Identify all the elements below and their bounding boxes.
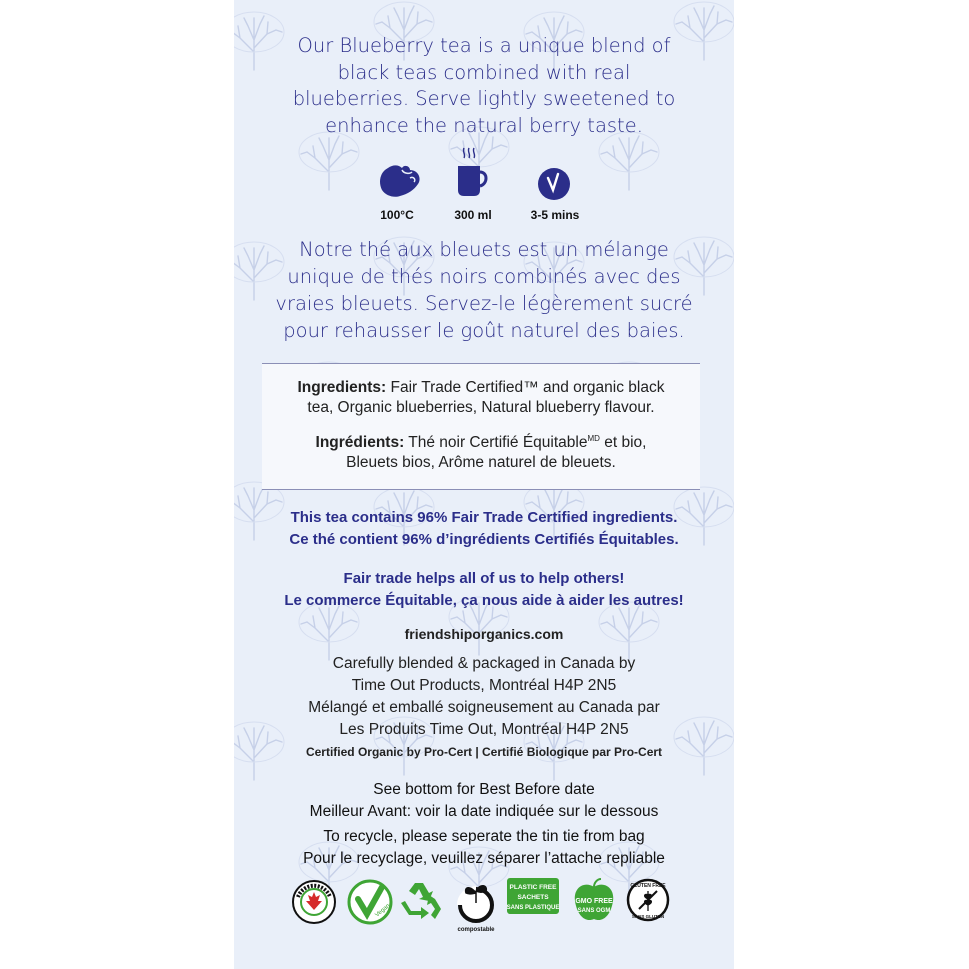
fair-trade-percent-fr: Ce thé contient 96% d’ingrédients Certifiés Équitables. xyxy=(289,531,679,548)
ingredients-fr-label: Ingrédients: xyxy=(315,434,405,452)
description-line: vraies bleuets. Servez-le légèrement sucré xyxy=(275,292,693,315)
gluten-free-text: GLUTEN FREE xyxy=(630,883,666,889)
plastic-free-text: PLASTIC FREE xyxy=(509,884,557,891)
company-line: Time Out Products, Montréal H4P 2N5 xyxy=(351,677,617,694)
fair-trade-slogan-en: Fair trade helps all of us to help others! xyxy=(343,570,625,587)
steep-time-label: 3-5 mins xyxy=(530,208,580,222)
plastic-free-text: SANS PLASTIQUE xyxy=(506,905,560,911)
ingredients-en-label: Ingredients: xyxy=(297,379,387,396)
description-line: black teas combined with real xyxy=(337,60,631,84)
gluten-free-logo xyxy=(625,877,671,923)
description-line: blueberries. Serve lightly sweetened to xyxy=(292,87,676,110)
ingredients-en-text: Fair Trade Certified™ and organic black xyxy=(386,379,665,396)
gmo-free-logo xyxy=(571,877,617,925)
trademark-superscript: MD xyxy=(587,434,600,443)
fair-trade-percent-en: This tea contains 96% Fair Trade Certified ingredients. xyxy=(290,509,678,526)
recycle-fr: Pour le recyclage, veuillez séparer l’attache repliable xyxy=(303,850,665,867)
timer-icon xyxy=(536,166,572,202)
volume-label: 300 ml xyxy=(454,208,492,222)
description-line: Our Blueberry tea is a unique blend of xyxy=(297,34,671,57)
ingredients-fr-text: Thé noir Certifié Équitable xyxy=(404,434,588,452)
plastic-free-logo xyxy=(506,877,560,917)
vegan-logo xyxy=(346,877,394,927)
tea-label-panel xyxy=(234,0,734,969)
fair-trade-slogan-fr: Le commerce Équitable, ça nous aide à aider les autres! xyxy=(284,592,684,609)
best-before-en: See bottom for Best Before date xyxy=(373,781,595,798)
organic-certification: Certified Organic by Pro-Cert | Certifié Biologique par Pro-Cert xyxy=(305,745,663,759)
recycle-en: To recycle, please seperate the tin tie from bag xyxy=(323,828,645,845)
compostable-logo-text: compostable xyxy=(457,927,495,933)
ingredients-box xyxy=(262,363,700,490)
gluten-free-text: SANS GLUTEN xyxy=(631,914,665,919)
ingredients-en-line1 xyxy=(262,378,700,398)
company-line: Mélangé et emballé soigneusement au Canada par xyxy=(308,699,660,716)
description-line: pour rehausser le goût naturel des baies. xyxy=(283,319,685,342)
ingredients-fr-text-end: et bio, xyxy=(599,434,647,452)
certification-logos xyxy=(234,877,734,937)
plastic-free-text: SACHETS xyxy=(517,894,549,901)
company-line: Carefully blended & packaged in Canada by xyxy=(332,655,636,672)
canada-organic-logo xyxy=(291,877,337,927)
recycle-logo xyxy=(399,877,443,923)
ingredients-fr-line1 xyxy=(262,429,700,453)
ingredients-fr-line2: Bleuets bios, Arôme naturel de bleuets. xyxy=(346,454,616,472)
cup-icon xyxy=(456,146,490,200)
description-french xyxy=(254,236,714,344)
gmo-free-text: GMO FREE xyxy=(575,898,613,905)
description-line: Notre thé aux bleuets est un mélange xyxy=(299,238,669,261)
temperature-label: 100°C xyxy=(380,208,414,222)
best-before-fr: Meilleur Avant: voir la date indiquée sur le dessous xyxy=(309,803,659,820)
ingredients-en-line2: tea, Organic blueberries, Natural blueberry flavour. xyxy=(307,399,655,416)
teapot-icon xyxy=(374,160,424,202)
description-english xyxy=(254,33,714,139)
company-line: Les Produits Time Out, Montréal H4P 2N5 xyxy=(339,721,629,738)
vegan-logo-text: Vegan xyxy=(374,902,392,919)
description-line: enhance the natural berry taste. xyxy=(325,113,643,137)
gmo-free-text: SANS OGM xyxy=(577,908,611,914)
compostable-logo xyxy=(452,877,502,933)
website-link[interactable]: friendshiporganics.com xyxy=(404,626,564,642)
description-line: unique de thés noirs combinés avec des xyxy=(287,265,681,288)
